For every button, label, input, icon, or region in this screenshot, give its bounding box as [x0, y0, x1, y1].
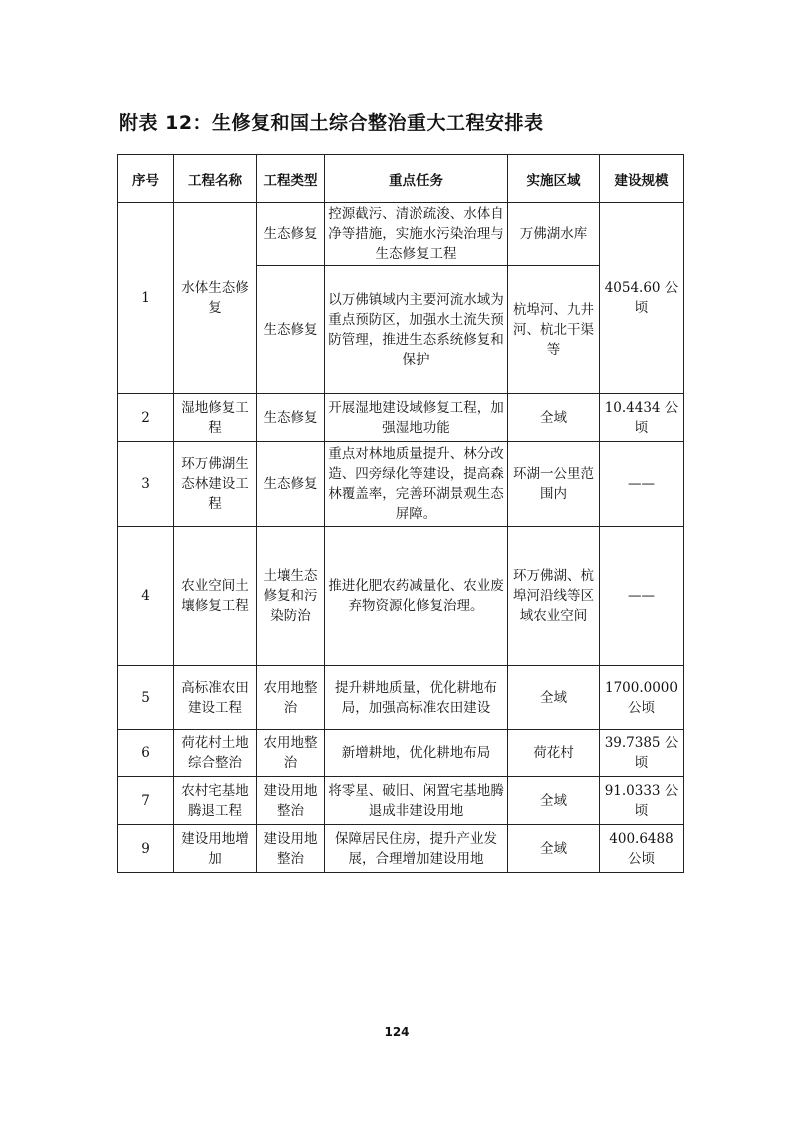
cell-no: 7 [118, 777, 174, 825]
cell-type: 生态修复 [257, 442, 325, 527]
table-row [118, 394, 684, 442]
cell-task: 控源截污、清淤疏浚、水体自净等措施，实施水污染治理与生态修复工程 [325, 203, 508, 266]
table-row [118, 730, 684, 777]
cell-type: 生态修复 [257, 266, 325, 394]
table-row [118, 777, 684, 825]
cell-name: 水体生态修复 [174, 203, 257, 394]
header-task: 重点任务 [325, 155, 508, 203]
cell-no: 4 [118, 527, 174, 666]
cell-area: 全域 [508, 825, 600, 873]
header-no: 序号 [118, 155, 174, 203]
cell-name: 荷花村土地综合整治 [174, 730, 257, 777]
cell-area: 环湖一公里范围内 [508, 442, 600, 527]
page-number: 124 [384, 1025, 410, 1039]
table-row [118, 527, 684, 666]
table-row [118, 442, 684, 527]
cell-area: 全域 [508, 394, 600, 442]
cell-name: 环万佛湖生态林建设工程 [174, 442, 257, 527]
cell-type: 农用地整治 [257, 666, 325, 730]
cell-no: 3 [118, 442, 174, 527]
cell-task: 重点对林地质量提升、林分改造、四旁绿化等建设，提高森林覆盖率，完善环湖景观生态屏障。 [325, 442, 508, 527]
cell-task: 将零星、破旧、闲置宅基地腾退成非建设用地 [325, 777, 508, 825]
cell-task: 保障居民住房，提升产业发展，合理增加建设用地 [325, 825, 508, 873]
cell-name: 湿地修复工程 [174, 394, 257, 442]
cell-name: 高标准农田建设工程 [174, 666, 257, 730]
cell-area: 全域 [508, 666, 600, 730]
cell-type: 土壤生态修复和污染防治 [257, 527, 325, 666]
cell-name: 建设用地增加 [174, 825, 257, 873]
cell-type: 建设用地整治 [257, 777, 325, 825]
header-scale: 建设规模 [600, 155, 684, 203]
cell-area: 全域 [508, 777, 600, 825]
cell-area: 环万佛湖、杭埠河沿线等区域农业空间 [508, 527, 600, 666]
table-row [118, 666, 684, 730]
cell-type: 建设用地整治 [257, 825, 325, 873]
cell-scale: 400.6488 公顷 [600, 825, 684, 873]
cell-scale: 91.0333 公顷 [600, 777, 684, 825]
cell-type: 生态修复 [257, 203, 325, 266]
cell-type: 生态修复 [257, 394, 325, 442]
cell-task: 新增耕地，优化耕地布局 [325, 730, 508, 777]
table-row [118, 203, 684, 266]
cell-area: 荷花村 [508, 730, 600, 777]
cell-name: 农业空间土壤修复工程 [174, 527, 257, 666]
cell-name: 农村宅基地腾退工程 [174, 777, 257, 825]
cell-scale: —— [600, 442, 684, 527]
cell-task: 以万佛镇域内主要河流水域为重点预防区，加强水土流失预防管理，推进生态系统修复和保护 [325, 266, 508, 394]
cell-area: 杭埠河、九井河、杭北干渠等 [508, 266, 600, 394]
cell-no: 1 [118, 203, 174, 394]
cell-scale: —— [600, 527, 684, 666]
cell-no: 2 [118, 394, 174, 442]
header-row [118, 155, 684, 203]
cell-task: 推进化肥农药减量化、农业废弃物资源化修复治理。 [325, 527, 508, 666]
cell-type: 农用地整治 [257, 730, 325, 777]
cell-scale: 10.4434 公顷 [600, 394, 684, 442]
table-title: 附表 12：生修复和国土综合整治重大工程安排表 [119, 112, 544, 134]
cell-scale: 4054.60 公顷 [600, 203, 684, 394]
cell-no: 6 [118, 730, 174, 777]
cell-task: 开展湿地建设域修复工程，加强湿地功能 [325, 394, 508, 442]
cell-scale: 1700.0000 公顷 [600, 666, 684, 730]
project-table [117, 154, 684, 873]
cell-area: 万佛湖水库 [508, 203, 600, 266]
table-row [118, 825, 684, 873]
header-type: 工程类型 [257, 155, 325, 203]
cell-scale: 39.7385 公顷 [600, 730, 684, 777]
cell-task: 提升耕地质量，优化耕地布局，加强高标准农田建设 [325, 666, 508, 730]
header-name: 工程名称 [174, 155, 257, 203]
cell-no: 9 [118, 825, 174, 873]
cell-no: 5 [118, 666, 174, 730]
header-area: 实施区域 [508, 155, 600, 203]
